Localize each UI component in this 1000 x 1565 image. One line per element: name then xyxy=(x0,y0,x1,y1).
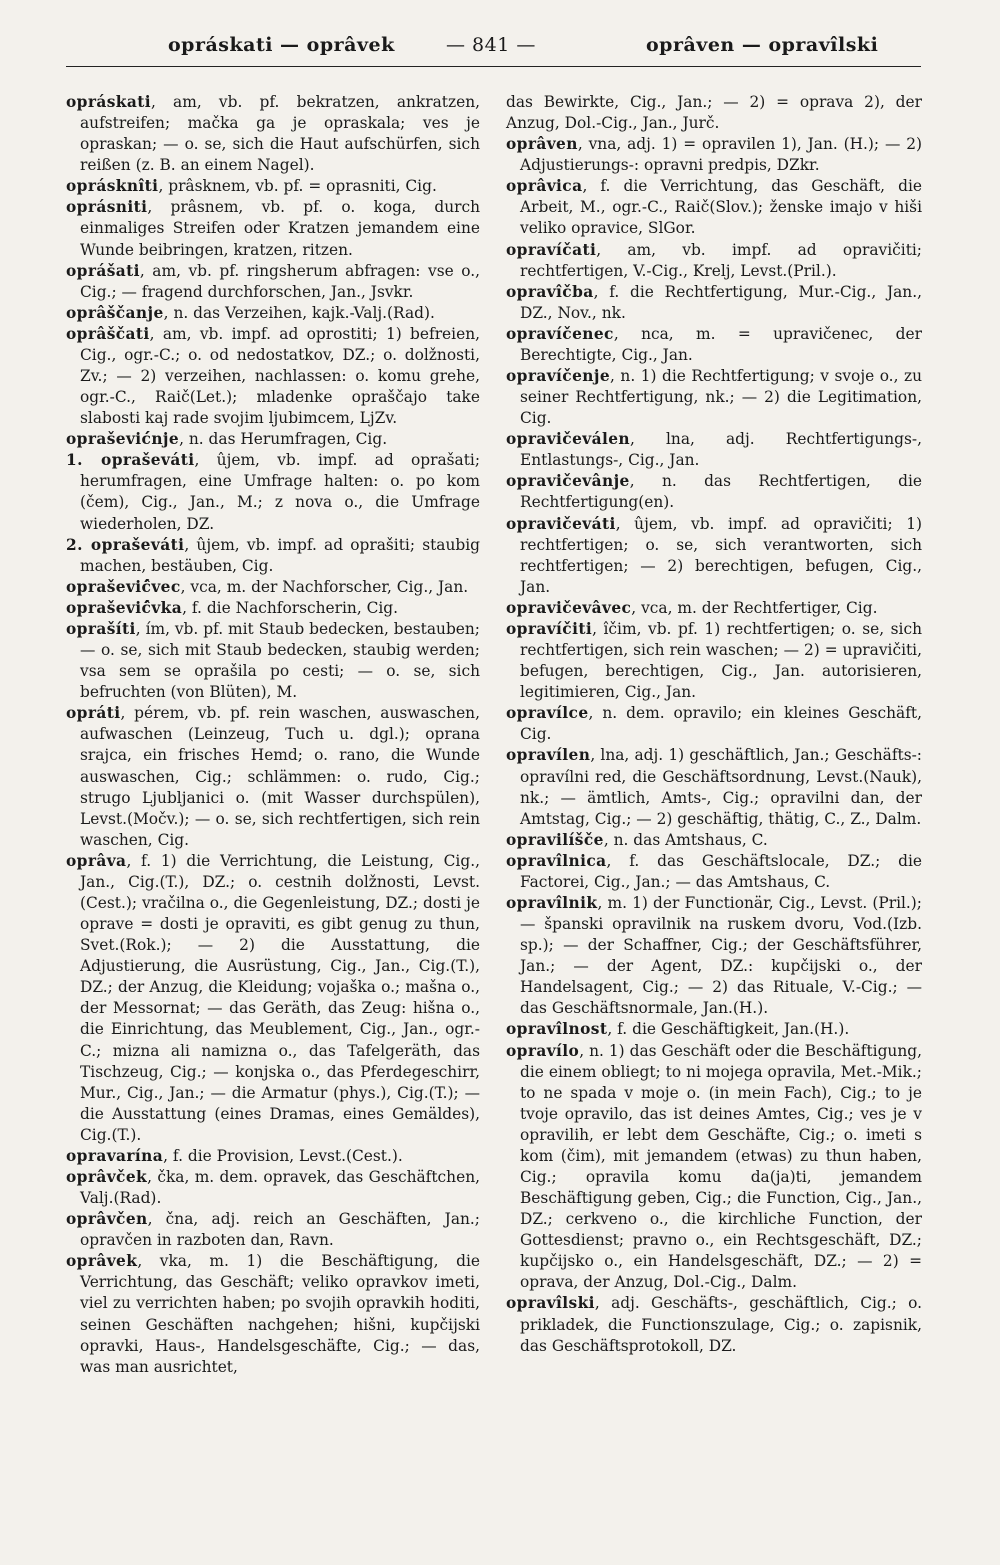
dictionary-entry xyxy=(66,303,480,324)
dictionary-entry xyxy=(506,324,922,366)
dictionary-entry xyxy=(506,851,922,893)
entry-headword: oprâščanje xyxy=(66,303,164,322)
entry-definition: , f. die Nachforscherin, Cig. xyxy=(182,598,399,617)
header-left-guide-words: opráskati — oprâvek xyxy=(168,34,395,56)
entry-headword: opravíčiti xyxy=(506,619,593,638)
left-column xyxy=(66,92,480,1378)
entry-definition: , n. das Herumfragen, Cig. xyxy=(179,430,388,449)
entry-headword: oprásknîti xyxy=(66,177,159,196)
dictionary-entry xyxy=(506,366,922,429)
entry-headword: opravičevâvec xyxy=(506,598,632,617)
entry-definition: , am, vb. pf. bekratzen, ankratzen, aufstreifen; mačka ga je opraskala; ves je opraskan; — o. se, sich die Haut aufschürfen, sich reißen (z. B. an einem Nagel). xyxy=(80,93,480,175)
dictionary-entry xyxy=(506,830,922,851)
entry-headword: oprašević̂vka xyxy=(66,598,183,617)
entry-definition: , lna, adj. 1) geschäftlich, Jan.; Geschäfts-: opravílni red, die Geschäftsordnung, Levst.(Nauk), nk.; — ämtlich, Amts-, Cig.; opravilni dan, der Amtstag, Cig.; — 2) geschäftig, thätig, C., Z., Dalm. xyxy=(520,746,922,828)
entry-definition: , ûjem, vb. impf. ad oprašiti; staubig machen, bestäuben, Cig. xyxy=(80,535,480,575)
entry-headword: oprašević́nje xyxy=(66,430,180,449)
entry-headword: opravičeváti xyxy=(506,514,616,533)
dictionary-entry xyxy=(66,92,480,176)
entry-definition: , n. das Verzeihen, kajk.-Valj.(Rad). xyxy=(163,303,435,322)
dictionary-entry xyxy=(506,514,922,598)
entry-definition: , lna, adj. Rechtfertigungs-, Entlastungs-, Cig., Jan. xyxy=(520,430,922,470)
dictionary-entry xyxy=(66,429,480,450)
dictionary-entry xyxy=(66,598,480,619)
dictionary-entry xyxy=(66,261,480,303)
dictionary-entry xyxy=(66,619,480,703)
entry-headword: opravíčenec xyxy=(506,324,614,343)
dictionary-entry xyxy=(66,851,480,1146)
entry-headword: 2. opraševáti xyxy=(66,535,185,554)
dictionary-entry xyxy=(506,703,922,745)
entry-definition: , adj. Geschäfts-, geschäftlich, Cig.; o. prikladek, die Functionszulage, Cig.; o. zapisnik, das Geschäftsprotokoll, DZ. xyxy=(520,1294,922,1355)
entry-definition: , f. die Verrichtung, das Geschäft, die Arbeit, M., ogr.-C., Raič(Slov.); ženske imajo v hiši veliko opravice, SlGor. xyxy=(520,177,922,238)
dictionary-entry xyxy=(66,1146,480,1167)
entry-definition: , n. dem. opravilo; ein kleines Geschäft, Cig. xyxy=(520,704,922,744)
entry-headword: opráskati xyxy=(66,93,151,111)
dictionary-entry xyxy=(506,598,922,619)
entry-definition: , vca, m. der Rechtfertiger, Cig. xyxy=(631,598,878,617)
entry-definition: , n. 1) die Rechtfertigung; v svoje o., zu seiner Rechtfertigung, nk.; — 2) die Legitimation, Cig. xyxy=(520,367,922,428)
entry-headword: opravílo xyxy=(506,1041,580,1060)
entry-headword: oprašević̂vec xyxy=(66,577,181,596)
entry-headword: opravílce xyxy=(506,704,589,723)
entry-definition: , f. das Geschäftslocale, DZ.; die Factorei, Cig., Jan.; — das Amtshaus, C. xyxy=(520,851,922,891)
dictionary-entry xyxy=(66,535,480,577)
entry-definition: , vca, m. der Nachforscher, Cig., Jan. xyxy=(180,577,469,596)
entry-definition: , am, vb. impf. ad oprostiti; 1) befreien, Cig., ogr.-C.; o. od nedostatkov, DZ.; o. dolžnosti, Zv.; — 2) verzeihen, nachlassen: o. komu grehe, ogr.-C., Raič(Let.); mladenke opraščajo take slabosti kaj rade svojim ljubimcem, LjZv. xyxy=(80,324,480,428)
entry-headword: opravilíšče xyxy=(506,830,604,849)
dictionary-entry xyxy=(506,134,922,176)
entry-definition: , ûjem, vb. impf. ad oprašati; herumfragen, eine Umfrage halten: o. po kom (čem), Cig., Jan., M.; z nova o., die Umfrage wiederholen, DZ. xyxy=(80,451,480,533)
entry-headword: opravîlski xyxy=(506,1294,595,1313)
entry-definition: , m. 1) der Functionär, Cig., Levst. (Pril.); — španski opravilnik na ruskem dvoru, Vod.(Izb. sp.); — der Schaffner, Cig.; der Geschäftsführer, Jan.; — der Agent, DZ.: kupčijski o., der Handelsagent, Cig.; — 2) das Rituale, V.-Cig.; — das Geschäftsnormale, Jan.(H.). xyxy=(520,893,922,1018)
entry-headword: opravičeválen xyxy=(506,430,631,449)
page-header xyxy=(66,30,921,67)
dictionary-entry xyxy=(506,1041,922,1294)
entry-headword: oprâvček xyxy=(66,1167,148,1186)
entry-definition: , vna, adj. 1) = opravilen 1), Jan. (H.); — 2) Adjustierungs-: opravni predpis, DZkr. xyxy=(520,135,922,175)
dictionary-entry xyxy=(66,450,480,534)
dictionary-entry xyxy=(506,240,922,282)
entry-definition: , f. die Geschäftigkeit, Jan.(H.). xyxy=(607,1020,850,1039)
entry-definition: , ûjem, vb. impf. ad opravičiti; 1) rechtfertigen; o. se, sich verantworten, sich rechtfertigen; — 2) berechtigen, befugen, Cig., Jan. xyxy=(520,514,922,596)
entry-headword: oprâven xyxy=(506,135,578,154)
dictionary-entry xyxy=(506,745,922,829)
entry-definition: , f. die Rechtfertigung, Mur.-Cig., Jan., DZ., Nov., nk. xyxy=(520,282,922,322)
entry-definition: , îčim, vb. pf. 1) rechtfertigen; o. se, sich rechtfertigen, sich rein waschen; — 2) = upravičiti, befugen, berechtigen, Cig., Jan. autorisieren, legitimieren, Cig., Jan. xyxy=(520,619,922,702)
entry-definition: , prâsknem, vb. pf. = oprasniti, Cig. xyxy=(158,177,437,196)
entry-definition: , f. 1) die Verrichtung, die Leistung, Cig., Jan., Cig.(T.), DZ.; o. cestnih dolžnosti, Levst.(Cest.); vračilna o., die Gegenleistung, DZ.; dosti je oprave = dosti je opraviti, es gibt genug zu thun, Svet.(Rok.); — 2) die Ausstattung, die Adjustierung, die Ausrüstung, Cig., Jan., Cig.(T.), DZ.; der Anzug, die Kleidung; vojaška o.; mašna o., der Messornat; — das Geräth, das Zeug: hišna o., die Einrichtung, das Meublement, Cig., Jan., ogr.-C.; mizna ali namizna o., das Tafelgeräth, das Tischzeug, Cig.; — konjska o., das Pferdegeschirr, Mur., Cig., Jan.; — die Armatur (phys.), Cig.(T.); — die Ausstattung (eines Dramas, eines Gemäldes), Cig.(T.). xyxy=(80,851,480,1144)
dictionary-entry xyxy=(66,1167,480,1209)
entry-headword: oprašíti xyxy=(66,619,136,638)
entry-headword: opravîčba xyxy=(506,282,594,301)
entry-headword: oprâvčen xyxy=(66,1210,148,1229)
entry-headword: 1. opraševáti xyxy=(66,451,195,470)
page-number: — 841 — xyxy=(446,34,536,56)
entry-headword: opravarína xyxy=(66,1146,164,1165)
right-column xyxy=(506,92,922,1357)
dictionary-entry xyxy=(66,176,480,197)
entry-headword: oprâva xyxy=(66,851,127,870)
dictionary-entry xyxy=(506,1293,922,1356)
entry-headword: oprâščati xyxy=(66,324,150,343)
dictionary-entry xyxy=(506,1019,922,1040)
entry-definition: , n. das Rechtfertigen, die Rechtfertigung(en). xyxy=(520,472,922,512)
entry-headword: opravílen xyxy=(506,746,591,765)
entry-headword: oprâvica xyxy=(506,177,583,196)
entry-definition: , am, vb. pf. ringsherum abfragen: vse o., Cig.; — fragend durchforschen, Jan., Jsvkr. xyxy=(80,261,480,301)
dictionary-entry xyxy=(66,197,480,260)
dictionary-entry xyxy=(506,471,922,513)
dictionary-entry xyxy=(506,176,922,239)
entry-headword: opravíčenje xyxy=(506,367,611,386)
dictionary-entry xyxy=(66,577,480,598)
entry-definition: , n. 1) das Geschäft oder die Beschäftigung, die einem obliegt; to ni mojega opravila, Met.-Mik.; to ne spada v moje o. (in mein Fach), Cig.; to je tvoje opravilo, das ist deines Amtes, Cig.; ves je v opravilih, er lebt dem Geschäfte, Cig.; o. imeti s kom (čim), mit jemandem (etwas) zu thun haben, Cig.; opravila komu da(ja)ti, jemandem Beschäftigung geben, Cig.; die Function, Cig., Jan., DZ.; cerkveno o., die kirchliche Function, der Gottesdienst; pravno o., ein Rechtsgeschäft, DZ.; kupčijsko o., ein Handelsgeschäft, DZ.; — 2) = oprava, der Anzug, Dol.-Cig., Dalm. xyxy=(520,1041,922,1292)
entry-definition: , ím, vb. pf. mit Staub bedecken, bestauben; — o. se, sich mit Staub bedecken, staubig werden; vsa sem se oprašila po cesti; — o. se, sich befruchten (von Blüten), M. xyxy=(80,619,480,702)
entry-headword: oprâvek xyxy=(66,1252,138,1271)
entry-definition: , čka, m. dem. opravek, das Geschäftchen, Valj.(Rad). xyxy=(80,1167,480,1208)
entry-headword: opravičevânje xyxy=(506,472,630,491)
entry-definition: , nca, m. = upravičenec, der Berechtigte, Cig., Jan. xyxy=(520,324,922,364)
dictionary-entry xyxy=(66,1209,480,1251)
dictionary-entry xyxy=(66,1251,480,1377)
dictionary-entry xyxy=(506,893,922,1019)
dictionary-entry xyxy=(506,282,922,324)
entry-definition: das Bewirkte, Cig., Jan.; — 2) = oprava 2), der Anzug, Dol.-Cig., Jan., Jurč. xyxy=(506,93,922,133)
entry-definition: , am, vb. impf. ad opravičiti; rechtfertigen, V.-Cig., Krelj, Levst.(Pril.). xyxy=(520,240,922,280)
dictionary-entry xyxy=(66,703,480,851)
entry-definition: , f. die Provision, Levst.(Cest.). xyxy=(163,1146,403,1165)
dictionary-entry xyxy=(506,92,922,134)
dictionary-entry xyxy=(66,324,480,429)
entry-headword: oprášati xyxy=(66,261,140,280)
entry-definition: , vka, m. 1) die Beschäftigung, die Verrichtung, das Geschäft; veliko opravkov imeti, viel zu verrichten haben; po svojih opravkih hoditi, seinen Geschäften nachgehen; hišni, kupčijski opravki, Haus-, Handelsgeschäfte, Cig.; — das, was man ausrichtet, xyxy=(80,1252,480,1376)
entry-definition: , n. das Amtshaus, C. xyxy=(603,830,768,849)
header-right-guide-words: oprâven — opravîlski xyxy=(646,34,879,56)
entry-definition: , pérem, vb. pf. rein waschen, auswaschen, aufwaschen (Leinzeug, Tuch u. dgl.); oprana srajca, ein frisches Hemd; o. rano, die Wunde auswaschen, Cig.; schlämmen: o. rudo, Cig.; strugo Ljubljanici o. (mit Wasser durchspülen), Levst.(Močv.); — o. se, sich rechtfertigen, sich rein waschen, Cig. xyxy=(80,704,480,849)
entry-headword: opráti xyxy=(66,704,121,723)
entry-definition: , prâsnem, vb. pf. o. koga, durch einmaliges Streifen oder Kratzen jemandem eine Wunde beibringen, kratzen, ritzen. xyxy=(80,198,480,259)
dictionary-entry xyxy=(506,429,922,471)
entry-headword: opravîlnica xyxy=(506,851,607,870)
entry-headword: opravîlnik xyxy=(506,893,598,912)
entry-definition: , čna, adj. reich an Geschäften, Jan.; opravčen in razboten dan, Ravn. xyxy=(80,1210,480,1250)
entry-headword: oprásniti xyxy=(66,198,148,217)
dictionary-entry xyxy=(506,619,922,703)
entry-headword: opravîlnost xyxy=(506,1020,608,1039)
entry-headword: opravíčati xyxy=(506,240,597,259)
